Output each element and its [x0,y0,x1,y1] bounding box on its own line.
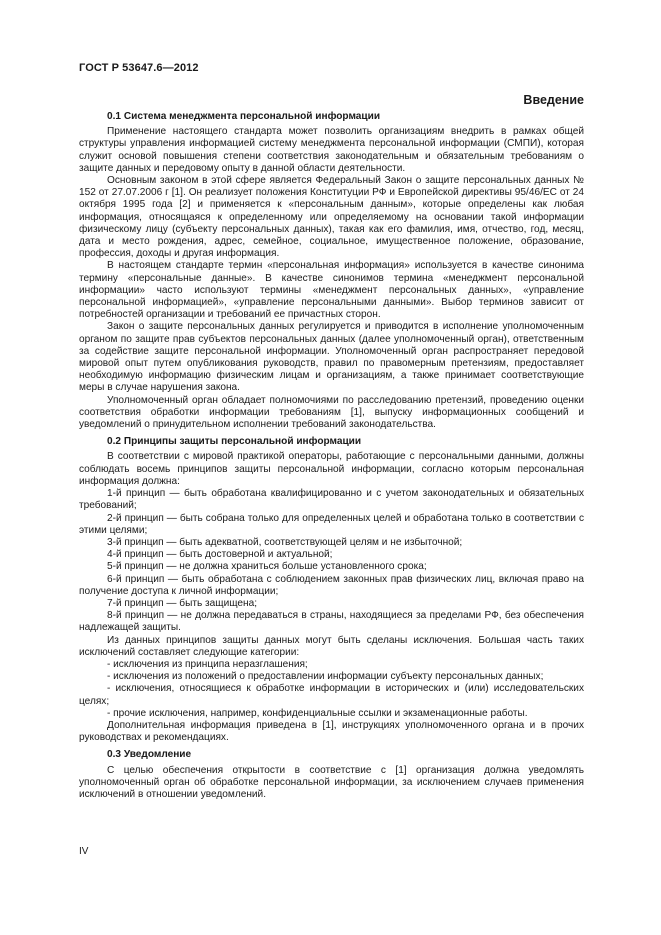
principle-item: 2-й принцип — быть собрана только для определенных целей и обработана только в соответствии с этими целями; [79,512,584,536]
principle-item: 4-й принцип — быть достоверной и актуальной; [107,549,333,561]
page-number: IV [79,846,89,857]
standard-header: ГОСТ Р 53647.6—2012 [79,62,199,74]
paragraph: Уполномоченный орган обладает полномочиями по расследованию претензий, проведению оценки соответствия обработки информации требованиям [1], выпуску информационных сообщений и уведомлений о принудительном исполнении требований законодательства. [79,394,584,431]
section-heading-0-3: 0.3 Уведомление [107,749,192,761]
section-heading-0-2: 0.2 Принципы защиты персональной информации [107,436,362,448]
paragraph: Дополнительная информация приведена в [1], инструкциях уполномоченного органа и в прочих руководствах и рекомендациях. [79,719,584,744]
exception-item: - исключения из положений о предоставлении информации субъекту персональных данных; [107,671,544,683]
page-title: Введение [523,93,584,107]
principle-item: 5-й принцип — не должна храниться больше установленного срока; [107,561,427,573]
section-heading-0-1: 0.1 Система менеджмента персональной информации [107,111,381,122]
exception-item: - исключения, относящиеся к обработке информации в исторических и (или) исследовательских целях; [79,683,584,707]
document-body [79,93,584,801]
exception-item: - исключения из принципа неразглашения; [107,658,308,670]
paragraph: Применение настоящего стандарта может позволить организациям внедрить в рамках общей структуры управления информацией систему менеджмента персональной информации (СМПИ), которая служит основой повышения степени соответствия законодательным и обязательным требованиям о защите данных и передовому опыту в данной области деятельности. [79,126,584,174]
paragraph: В настоящем стандарте термин «персональная информация» используется в качестве синонима термину «персональные данные». В качестве синонимов термина «менеджмент персональной информации» часто используют термины «менеджмент персональных данных», «управление персональной информацией», «управление персональными данными». Выбор терминов зависит от потребностей организации и требований ее причастных сторон. [79,260,584,321]
principle-item: 1-й принцип — быть обработана квалифицированно и с учетом законодательных и обязательных требований; [79,488,584,512]
paragraph: С целью обеспечения открытости в соответствие с [1] организация должна уведомлять уполномоченный орган об обработке персональной информации, за исключением случаев применения исключений в отношении уведомлений. [79,764,584,800]
paragraph: Закон о защите персональных данных регулируется и приводится в исполнение уполномоченным органом по защите прав субъектов персональных данных (далее уполномоченный орган), ответственным за содействие защите персональной информации. Уполномоченный орган распространяет передовой мировой опыт путем опубликования руководств, правил по правомерным претензиям, предоставляет необходимую информацию физическим лицам и организациям, а также принимает соответствующие меры в случае нарушения закона. [79,321,584,394]
principle-item: 3-й принцип — быть адекватной, соответствующей целям и не избыточной; [107,536,463,548]
exception-item: - прочие исключения, например, конфиденциальные ссылки и экзаменационные работы. [107,707,528,719]
paragraph: Основным законом в этой сфере является Федеральный Закон о защите персональных данных № 152 от 27.07.2006 г [1]. Он реализует положения Конституции РФ и Европейской директивы 95/46/ЕС от 24 октября 1995 года [2] и применяется к «персональным данным», которые определены как любая информация, относящаяся к определенному или определяемому на основании такой информации физическому лицу (субъекту персональных данных), такая как его фамилия, имя, отчество, год, месяц, дата и место рождения, адрес, семейное, социальное, имущественное положение, образование, профессия, доходы и другая информация. [79,175,584,260]
principle-item: 7-й принцип — быть защищена; [107,597,258,609]
paragraph: Из данных принципов защиты данных могут быть сделаны исключения. Большая часть таких исключений составляет следующие категории: [79,634,584,658]
principle-item: 6-й принцип — быть обработана с соблюдением законных прав физических лиц, включая право на получение доступа к личной информации; [79,573,584,597]
principle-item: 8-й принцип — не должна передаваться в страны, находящиеся за пределами РФ, без обеспечения надлежащей защиты. [79,610,584,634]
paragraph: В соответствии с мировой практикой операторы, работающие с персональными данными, должны соблюдать восемь принципов защиты персональной информации, согласно которым персональная информация должна: [79,451,584,487]
